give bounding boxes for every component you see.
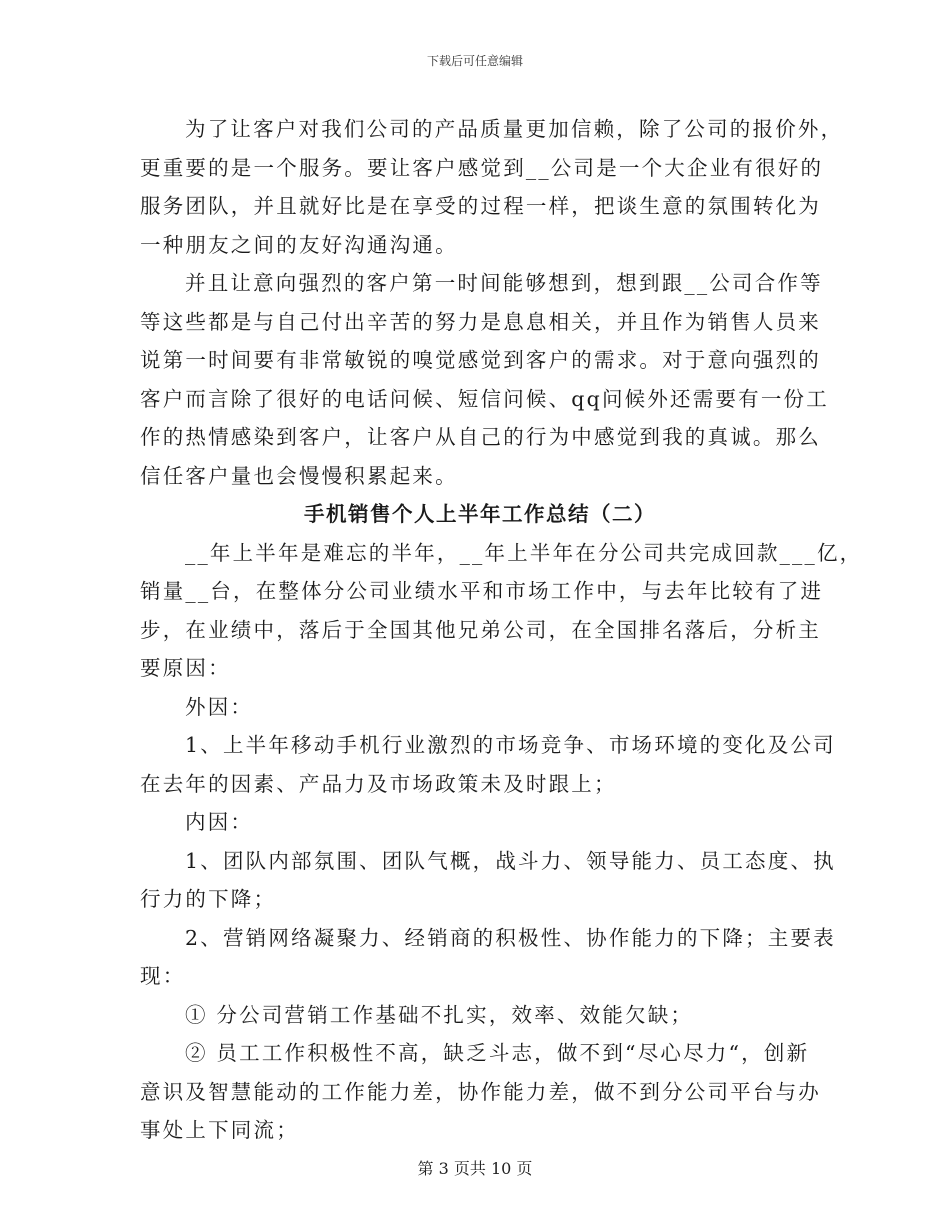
text-line: 为了让客户对我们公司的产品质量更加信赖，除了公司的报价外， bbox=[185, 117, 844, 141]
text-line: ① 分公司营销工作基础不扎实，效率、效能欠缺； bbox=[185, 1002, 694, 1027]
text-line: ② 员工工作积极性不高，缺乏斗志，做不到“尽心尽力“，创新 bbox=[185, 1041, 810, 1065]
page-footer: 第 3 页共 10 页 bbox=[417, 1159, 533, 1178]
text-line: 更重要的是一个服务。要让客户感觉到__公司是一个大企业有很好的 bbox=[140, 155, 824, 180]
text-line: 现： bbox=[140, 964, 186, 988]
text-line: 2、营销网络凝聚力、经销商的积极性、协作能力的下降；主要表 bbox=[185, 925, 836, 950]
text-line: 步，在业绩中，落后于全国其他兄弟公司，在全国排名落后，分析主 bbox=[140, 617, 821, 642]
text-line: 1、团队内部氛围、团队气概，战斗力、领导能力、员工态度、执 bbox=[185, 848, 836, 873]
text-line: 内因： bbox=[185, 810, 254, 834]
text-line: 销量__台，在整体分公司业绩水平和市场工作中，与去年比较有了进 bbox=[140, 579, 824, 603]
section-title: 手机销售个人上半年工作总结（二） bbox=[304, 502, 656, 526]
text-line: 服务团队，并且就好比是在享受的过程一样，把谈生意的氛围转化为 bbox=[140, 194, 821, 218]
text-line: 信任客户量也会慢慢积累起来。 bbox=[140, 463, 458, 488]
text-line: 行力的下降； bbox=[140, 887, 277, 911]
text-line: 外因： bbox=[185, 694, 254, 719]
text-line: 并且让意向强烈的客户第一时间能够想到，想到跟__公司合作等 bbox=[185, 271, 823, 295]
text-line: 客户而言除了很好的电话问候、短信问候、qq问候外还需要有一份工 bbox=[140, 386, 829, 411]
text-line: 意识及智慧能动的工作能力差，协作能力差，做不到分公司平台与办 bbox=[140, 1079, 821, 1104]
text-line: 作的热情感染到客户，让客户从自己的行为中感觉到我的真诚。那么 bbox=[140, 425, 821, 449]
text-line: 1、上半年移动手机行业激烈的市场竞争、市场环境的变化及公司 bbox=[185, 733, 836, 757]
text-line: 一种朋友之间的友好沟通沟通。 bbox=[140, 232, 458, 257]
page-header: 下载后可任意编辑 bbox=[426, 54, 523, 68]
text-line: 要原因： bbox=[140, 656, 231, 680]
document-body bbox=[140, 110, 863, 1150]
text-line: 事处上下同流； bbox=[140, 1118, 299, 1142]
text-line: __年上半年是难忘的半年，__年上半年在分公司共完成回款___亿， bbox=[185, 540, 863, 565]
text-line: 等这些都是与自己付出辛苦的努力是息息相关，并且作为销售人员来 bbox=[140, 309, 821, 334]
text-line: 说第一时间要有非常敏锐的嗅觉感觉到客户的需求。对于意向强烈的 bbox=[140, 348, 821, 372]
text-line: 在去年的因素、产品力及市场政策未及时跟上； bbox=[140, 771, 617, 796]
